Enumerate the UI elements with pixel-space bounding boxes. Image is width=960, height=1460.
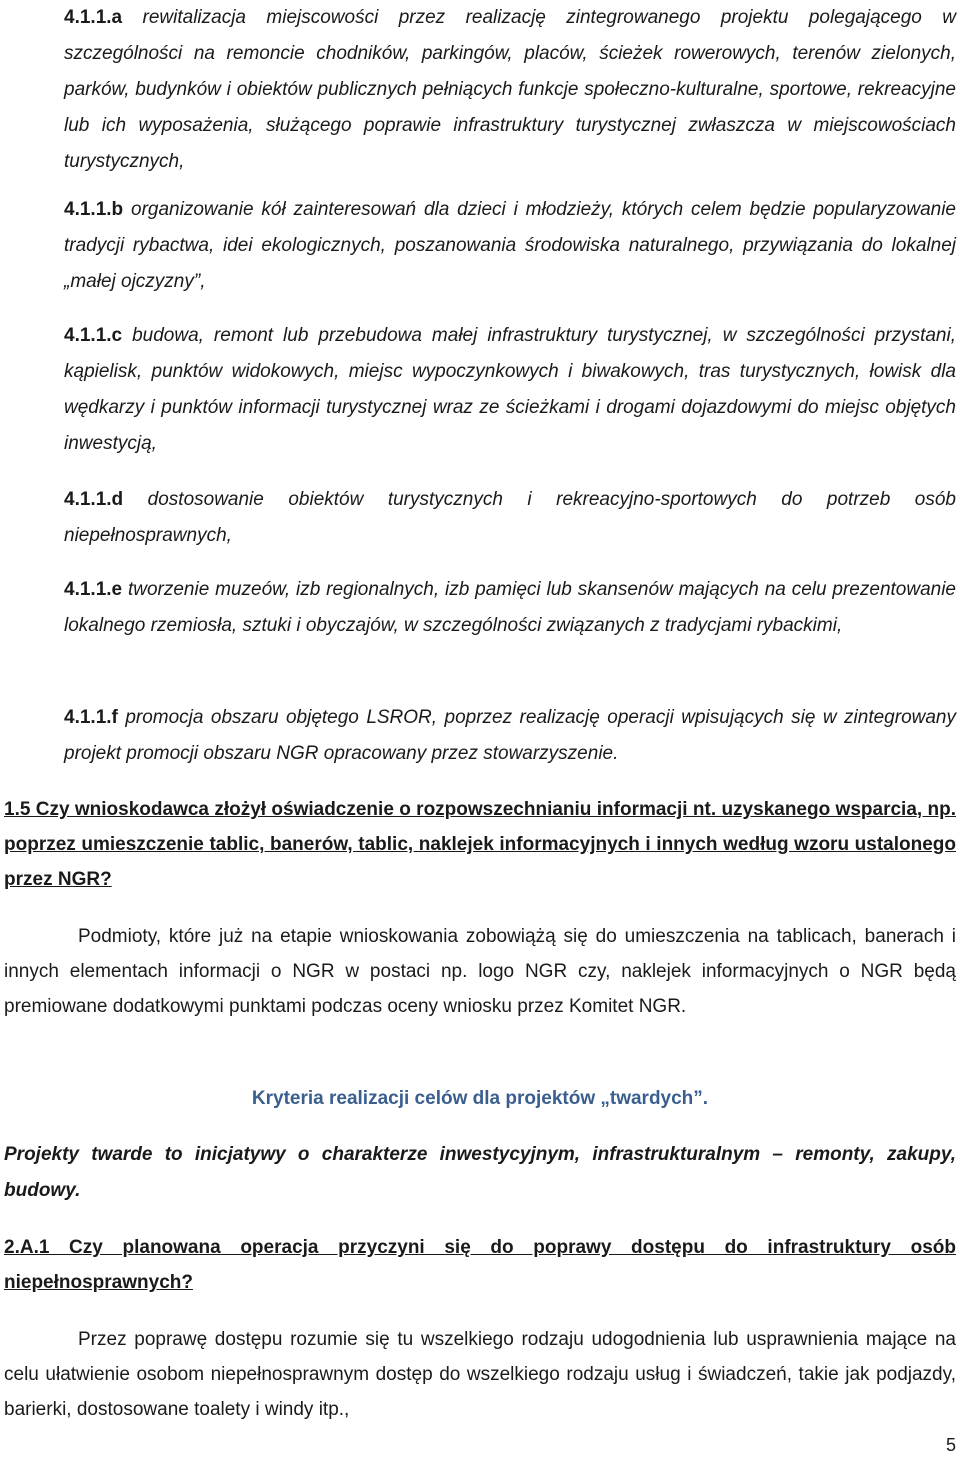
item-text: tworzenie muzeów, izb regionalnych, izb pamięci lub skansenów mających na celu prezentowanie lokalnego rzemiosła, sztuki i obyczajów, w szczególności związanych z tradycjami rybackimi, bbox=[64, 579, 956, 636]
item-number: 4.1.1.d bbox=[64, 489, 124, 510]
item-number: 4.1.1.b bbox=[64, 199, 124, 220]
list-item-4-1-1-f bbox=[64, 700, 956, 772]
item-number: 4.1.1.a bbox=[64, 7, 123, 28]
item-text: rewitalizacja miejscowości przez realizację zintegrowanego projektu polegającego w szczególności na remoncie chodników, parkingów, placów, ścieżek rowerowych, terenów zielonych, parków, budynków i obiektów publicznych pełniących funkcje społeczno-kulturalne, sportowe, rekreacyjne lub ich wyposażenia, służącego poprawie infrastruktury turystycznej zwłaszcza w miejscowościach turystycznych, bbox=[64, 7, 956, 172]
paragraph-1-5: Podmioty, które już na etapie wnioskowania zobowiążą się do umieszczenia na tablicach, banerach i innych elementach informacji o NGR w postaci np. logo NGR czy, naklejek informacyjnych o NGR będą premiowane dodatkowymi punktami podczas oceny wniosku przez Komitet NGR. bbox=[4, 926, 956, 1017]
item-text: organizowanie kół zainteresowań dla dzieci i młodzieży, których celem będzie popularyzowanie tradycji rybactwa, idei ekologicznych, poszanowania środowiska naturalnego, przywiązania do lokalnej „małej ojczyzny”, bbox=[64, 199, 956, 292]
hard-projects-definition: Projekty twarde to inicjatywy o charakterze inwestycyjnym, infrastrukturalnym – remonty, zakupy, budowy. bbox=[4, 1144, 956, 1201]
question-1-5: 1.5 Czy wnioskodawca złożył oświadczenie o rozpowszechnianiu informacji nt. uzyskanego wsparcia, np. poprzez umieszczenie tablic, banerów, tablic, naklejek informacyjnych i innych według wzoru ustalonego przez NGR? bbox=[4, 799, 956, 890]
question-2-a-1: 2.A.1 Czy planowana operacja przyczyni się do poprawy dostępu do infrastruktury osób niepełnosprawnych? bbox=[4, 1237, 956, 1293]
list-item-4-1-1-e bbox=[64, 572, 956, 644]
item-text: dostosowanie obiektów turystycznych i rekreacyjno-sportowych do potrzeb osób niepełnosprawnych, bbox=[64, 489, 956, 546]
item-text: promocja obszaru objętego LSROR, poprzez realizację operacji wpisujących się w zintegrowany projekt promocji obszaru NGR opracowany przez stowarzyszenie. bbox=[64, 707, 956, 764]
item-number: 4.1.1.c bbox=[64, 325, 123, 346]
item-text: budowa, remont lub przebudowa małej infrastruktury turystycznej, w szczególności przystani, kąpielisk, punktów widokowych, miejsc wypoczynkowych i biwakowych, tras turystycznych, łowisk dla wędkarzy i punktów informacji turystycznej wraz ze ścieżkami i drogami dojazdowymi do miejsc objętych inwestycją, bbox=[64, 325, 956, 454]
list-item-4-1-1-a bbox=[64, 0, 956, 180]
list-item-4-1-1-d bbox=[64, 482, 956, 554]
list-item-4-1-1-b bbox=[64, 192, 956, 300]
paragraph-2-a-1: Przez poprawę dostępu rozumie się tu wszelkiego rodzaju udogodnienia lub usprawnienia mające na celu ułatwienie osobom niepełnosprawnym dostęp do wszelkiego rodzaju usług i świadczeń, takie jak podjazdy, barierki, dostosowane toalety i windy itp., bbox=[4, 1329, 956, 1420]
section-heading: Kryteria realizacji celów dla projektów „twardych”. bbox=[251, 1088, 709, 1109]
item-number: 4.1.1.e bbox=[64, 579, 123, 600]
list-item-4-1-1-c bbox=[64, 318, 956, 462]
page-number: 5 bbox=[945, 1435, 956, 1455]
item-number: 4.1.1.f bbox=[64, 707, 118, 728]
